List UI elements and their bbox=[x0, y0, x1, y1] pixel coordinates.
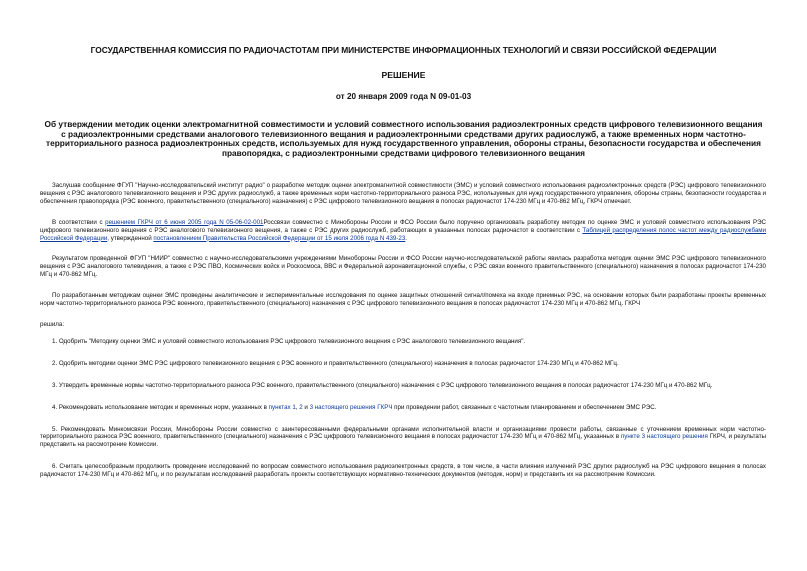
paragraph-2 bbox=[40, 219, 766, 243]
paragraph-2-text-2: Россвязи совместно с Минобороны России и ФСО России было поручено организовать разработку методик по оценке ЭМС и условий совместного использования РЭС цифрового телевизионного вещения с РЭС аналогового телевизионного вещения, а также с РЭС других радиослужб, работающих в указанных полосах радиочастот в соответствии с bbox=[40, 218, 766, 234]
item-5-text-1: 5. Рекомендовать Минкомсвязи России, Минобороны России совместно с заинтересованными федеральными органами исполнительной власти и организациями провести работы, связанные с уточнением временных норм частотно-территориального разноса РЭС военного, правительственного (специального) назначения с РЭС цифрового телевизионного вещания в полосах радиочастот 174-230 МГц и 470-862 МГц, указанных в bbox=[40, 425, 766, 441]
link-item-1[interactable]: пунктах 1 bbox=[268, 403, 296, 411]
link-item-2[interactable]: 2 bbox=[299, 403, 303, 411]
item-4-text-3: и bbox=[302, 403, 310, 411]
document-body bbox=[40, 182, 766, 493]
link-item-3-reference[interactable]: пункте 3 настоящего решения bbox=[620, 433, 708, 441]
document-date-number: от 20 января 2009 года N 09-01-03 bbox=[335, 92, 472, 101]
link-frequency-table[interactable]: Таблицей распределения полос частот между радиослужбами Российской Федерации bbox=[40, 226, 766, 242]
document-type: РЕШЕНИЕ bbox=[381, 70, 426, 80]
issuing-authority: ГОСУДАРСТВЕННАЯ КОМИССИЯ ПО РАДИОЧАСТОТАМ ПРИ МИНИСТЕРСТВЕ ИНФОРМАЦИОННЫХ ТЕХНОЛОГИЙ И СВЯЗИ РОССИЙСКОЙ ФЕДЕРАЦИИ bbox=[90, 45, 717, 55]
paragraph-2-text-4: . bbox=[405, 234, 408, 242]
paragraph-3: Результатом проведенной ФГУП "НИИР" совместно с научно-исследовательскими учреждениями Минобороны России и ФСО России научно-исследовательской работы явилась разработка методик оценки ЭМС РЭС цифрового телевизионного вещения с РЭС аналогового телевидения, а также с РЭС ПВО, Космических войск и Роскосмоса, ВВС и Федеральной аэронавигационной службы, с РЭС связи военного правительственного (специального) назначения в полосах радиочастот 174-230 МГц и 470-862 МГц. bbox=[40, 255, 766, 279]
link-gkrch-decision-2005[interactable]: решением ГКРЧ от 6 июня 2005 года N 05-06-02-001 bbox=[105, 218, 264, 226]
decision-item-1: 1. Одобрить "Методику оценки ЭМС и условий совместного использования РЭС цифрового телевизионного вещения с РЭС аналогового телевизионного вещания". bbox=[52, 337, 526, 345]
paragraph-4: По разработанным методикам оценки ЭМС проведены аналитические и экспериментальные исследования по оценке защитных отношений сигнал/помеха на входе приемных РЭС, на основании которых были разработаны проекты временных норм частотно-территориального разноса РЭС военного, правительственного (специального) назначения с РЭС цифрового телевизионного вещания в полосах радиочастот 174-230 МГц и 470-862 МГц. ГКРЧ bbox=[40, 292, 766, 308]
paragraph-2-text-3: , утвержденной bbox=[107, 234, 154, 242]
link-item-3[interactable]: 3 настоящего решения ГКРЧ bbox=[309, 403, 393, 411]
decision-item-4 bbox=[40, 404, 766, 412]
decision-item-6: 6. Считать целесообразным продолжить проведение исследований по вопросам совместного использования радиоэлектронных средств, в том числе, в части влияния излучений РЭС других радиослужб на РЭС цифрового вещения в полосах радиочастот 174-230 МГц и 470-862 МГц, и по результатам исследований разработать проекты соответствующих нормативно-технических документов (методик, норм) и представить их на рассмотрение Комиссии. bbox=[40, 463, 766, 479]
item-4-text-1: 4. Рекомендовать использование методик и временных норм, указанных в bbox=[52, 403, 269, 411]
decided-label: решила: bbox=[40, 320, 65, 328]
paragraph-1: Заслушав сообщение ФГУП "Научно-исследовательский институт радио" о разработке методик оценки электромагнитной совместимости (ЭМС) и условий совместного использования радиоэлектронных средств (РЭС) цифрового телевизионного вещения с РЭС аналогового телевизионного вещения и РЭС других радиослужб, а также временных норм частотно-территориального разноса РЭС, используемых для нужд государственного управления, обороны страны, безопасности государства и обеспечения правопорядка (РЭС военного, правительственного (специального) назначения) с РЭС цифрового телевизионного вещания в полосах радиочастот 174-230 МГц и 470-862 МГц, ГКРЧ отмечает. bbox=[40, 182, 766, 205]
item-4-text-2: , bbox=[295, 403, 300, 411]
item-4-text-4: при проведении работ, связанных с частотным планированием и обеспечением ЭМС РЭС. bbox=[392, 403, 657, 411]
decision-item-3: 3. Утвердить временные нормы частотно-территориального разноса РЭС военного, правительственного (специального) назначения с РЭС цифрового телевизионного вещания в полосах радиочастот 174-230 МГц и 470-862 МГц. bbox=[52, 381, 713, 389]
decision-item-5 bbox=[40, 426, 766, 450]
document-subject: Об утверждении методик оценки электромагнитной совместимости и условий совместного использования радиоэлектронных средств цифрового телевизионного вещания с радиоэлектронными средствами аналогового телевизионного вещания и радиоэлектронными средствами других радиослужб, а также временных норм частотно-территориального разноса радиоэлектронных средств, используемых для нужд государственного управления, обороны страны, безопасности государства и обеспечения правопорядка, с радиоэлектронными средствами цифрового телевизионного вещания bbox=[44, 119, 763, 158]
link-government-resolution[interactable]: постановлением Правительства Российской Федерации от 15 июля 2006 года N 439-23 bbox=[153, 234, 406, 242]
decision-item-2: 2. Одобрить методики оценки ЭМС РЭС цифрового телевизионного вещения с РЭС военного и правительственного (специального) назначения в полосах радиочастот 174-230 МГц и 470-862 МГц. bbox=[52, 359, 619, 367]
item-5-text-2: ГКРЧ, и результаты представить на рассмотрение Комиссии. bbox=[40, 433, 766, 449]
paragraph-2-text-1: В соответствии с bbox=[52, 218, 106, 226]
